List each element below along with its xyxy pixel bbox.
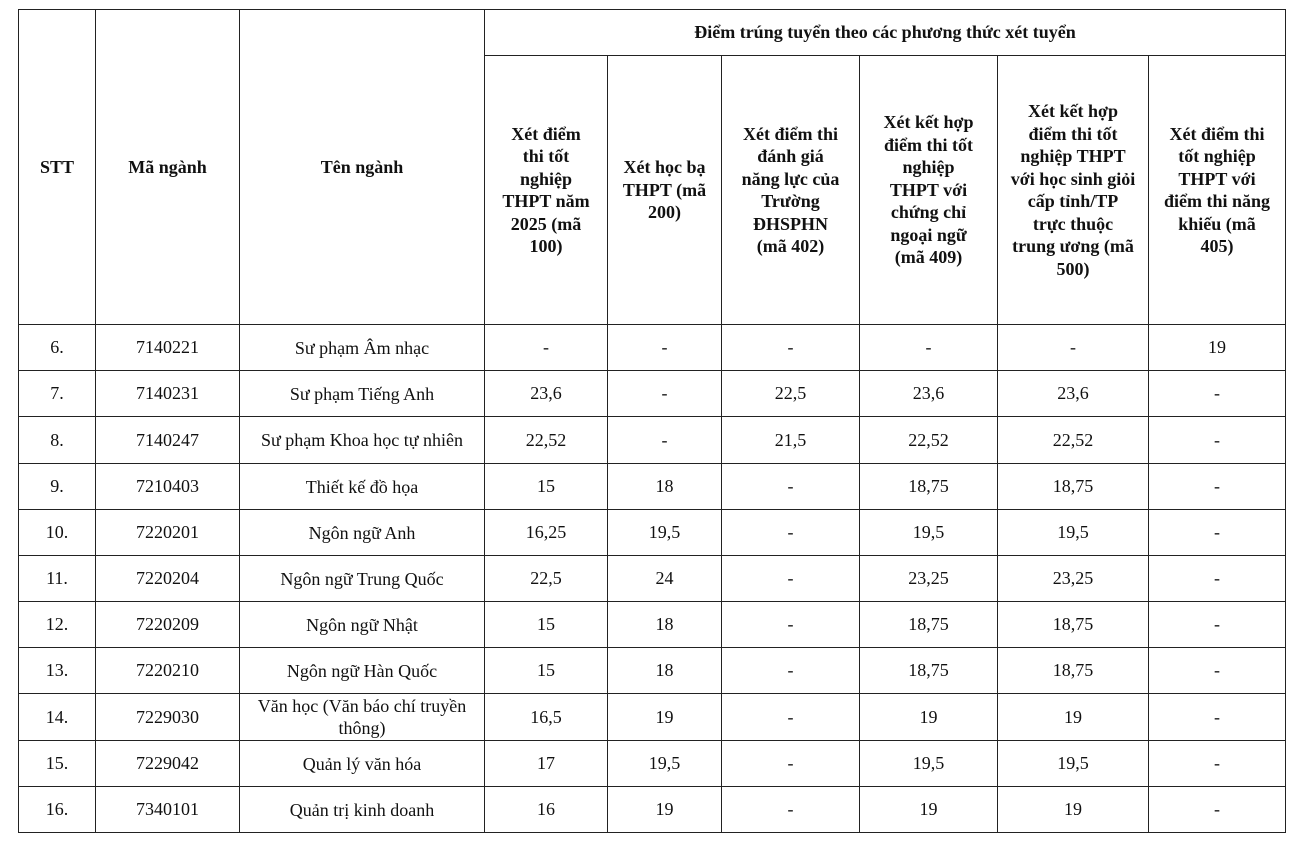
- score-method-200: 19: [608, 787, 722, 833]
- score-method-402: -: [722, 556, 860, 602]
- score-method-402: 21,5: [722, 417, 860, 464]
- header-ten-nganh: Tên ngành: [240, 10, 485, 325]
- row-name: Quản trị kinh doanh: [240, 787, 485, 833]
- score-method-409: 19,5: [860, 741, 998, 787]
- header-method-402: Xét điểm thi đánh giá năng lực của Trường ĐHSPHN (mã 402): [722, 56, 860, 325]
- row-code: 7140247: [96, 417, 240, 464]
- score-method-402: -: [722, 787, 860, 833]
- row-stt: 11.: [19, 556, 96, 602]
- row-name: Văn học (Văn báo chí truyền thông): [240, 694, 485, 741]
- score-method-409: 19: [860, 787, 998, 833]
- table-row: [19, 464, 1286, 510]
- table-row: [19, 741, 1286, 787]
- row-code: 7340101: [96, 787, 240, 833]
- score-method-405: -: [1149, 556, 1286, 602]
- table-row: [19, 694, 1286, 741]
- score-method-200: -: [608, 371, 722, 417]
- score-method-100: 16,25: [485, 510, 608, 556]
- score-method-200: 18: [608, 602, 722, 648]
- score-method-200: 24: [608, 556, 722, 602]
- score-method-405: -: [1149, 602, 1286, 648]
- header-method-405: Xét điểm thi tốt nghiệp THPT với điểm thi năng khiếu (mã 405): [1149, 56, 1286, 325]
- row-stt: 8.: [19, 417, 96, 464]
- row-stt: 7.: [19, 371, 96, 417]
- score-method-100: 23,6: [485, 371, 608, 417]
- score-method-100: 15: [485, 464, 608, 510]
- row-code: 7220210: [96, 648, 240, 694]
- row-code: 7220201: [96, 510, 240, 556]
- score-method-500: -: [998, 325, 1149, 371]
- header-method-409: Xét kết hợp điểm thi tốt nghiệp THPT với chứng chỉ ngoại ngữ (mã 409): [860, 56, 998, 325]
- row-name: Ngôn ngữ Trung Quốc: [240, 556, 485, 602]
- row-stt: 6.: [19, 325, 96, 371]
- score-method-402: -: [722, 741, 860, 787]
- score-method-500: 18,75: [998, 648, 1149, 694]
- row-stt: 14.: [19, 694, 96, 741]
- row-stt: 13.: [19, 648, 96, 694]
- table-row: [19, 602, 1286, 648]
- score-method-500: 18,75: [998, 464, 1149, 510]
- score-method-409: 23,25: [860, 556, 998, 602]
- score-method-500: 23,6: [998, 371, 1149, 417]
- table-row: [19, 510, 1286, 556]
- row-name: Sư phạm Tiếng Anh: [240, 371, 485, 417]
- header-method-500: Xét kết hợp điểm thi tốt nghiệp THPT với học sinh giỏi cấp tỉnh/TP trực thuộc trung ương (mã 500): [998, 56, 1149, 325]
- score-method-402: -: [722, 602, 860, 648]
- score-method-100: 16: [485, 787, 608, 833]
- score-method-200: -: [608, 325, 722, 371]
- row-stt: 9.: [19, 464, 96, 510]
- header-method-100: Xét điểm thi tốt nghiệp THPT năm 2025 (mã 100): [485, 56, 608, 325]
- score-method-409: 18,75: [860, 602, 998, 648]
- header-ma-nganh: Mã ngành: [96, 10, 240, 325]
- row-name: Ngôn ngữ Hàn Quốc: [240, 648, 485, 694]
- score-method-100: 15: [485, 602, 608, 648]
- score-method-500: 18,75: [998, 602, 1149, 648]
- header-method-200: Xét học bạ THPT (mã 200): [608, 56, 722, 325]
- score-method-405: 19: [1149, 325, 1286, 371]
- score-method-409: 23,6: [860, 371, 998, 417]
- score-method-500: 23,25: [998, 556, 1149, 602]
- score-method-200: -: [608, 417, 722, 464]
- row-name: Sư phạm Âm nhạc: [240, 325, 485, 371]
- score-method-405: -: [1149, 648, 1286, 694]
- score-method-405: -: [1149, 694, 1286, 741]
- table-row: [19, 648, 1286, 694]
- row-code: 7220209: [96, 602, 240, 648]
- table-row: [19, 556, 1286, 602]
- admission-scores-table: [18, 9, 1286, 833]
- row-code: 7229030: [96, 694, 240, 741]
- score-method-200: 19,5: [608, 741, 722, 787]
- table-row: [19, 787, 1286, 833]
- score-method-100: 22,5: [485, 556, 608, 602]
- row-name: Thiết kế đồ họa: [240, 464, 485, 510]
- score-method-409: 18,75: [860, 648, 998, 694]
- row-code: 7220204: [96, 556, 240, 602]
- row-stt: 16.: [19, 787, 96, 833]
- score-method-405: -: [1149, 787, 1286, 833]
- row-code: 7229042: [96, 741, 240, 787]
- score-method-405: -: [1149, 510, 1286, 556]
- score-method-405: -: [1149, 741, 1286, 787]
- row-name: Sư phạm Khoa học tự nhiên: [240, 417, 485, 464]
- row-code: 7210403: [96, 464, 240, 510]
- score-method-409: 19,5: [860, 510, 998, 556]
- score-method-500: 19,5: [998, 510, 1149, 556]
- score-method-402: -: [722, 325, 860, 371]
- score-method-402: -: [722, 648, 860, 694]
- header-admission-methods-group: Điểm trúng tuyển theo các phương thức xét tuyển: [485, 10, 1286, 56]
- score-method-500: 22,52: [998, 417, 1149, 464]
- score-method-409: -: [860, 325, 998, 371]
- score-method-100: 22,52: [485, 417, 608, 464]
- score-method-405: -: [1149, 464, 1286, 510]
- score-method-500: 19: [998, 694, 1149, 741]
- score-method-409: 18,75: [860, 464, 998, 510]
- score-method-100: -: [485, 325, 608, 371]
- score-method-500: 19,5: [998, 741, 1149, 787]
- score-method-200: 18: [608, 648, 722, 694]
- score-method-409: 22,52: [860, 417, 998, 464]
- score-method-402: 22,5: [722, 371, 860, 417]
- score-method-200: 19,5: [608, 510, 722, 556]
- score-method-200: 18: [608, 464, 722, 510]
- score-method-500: 19: [998, 787, 1149, 833]
- score-method-402: -: [722, 464, 860, 510]
- score-method-100: 17: [485, 741, 608, 787]
- score-method-405: -: [1149, 417, 1286, 464]
- row-stt: 15.: [19, 741, 96, 787]
- row-code: 7140231: [96, 371, 240, 417]
- score-method-200: 19: [608, 694, 722, 741]
- table-row: [19, 417, 1286, 464]
- score-method-402: -: [722, 694, 860, 741]
- row-name: Ngôn ngữ Nhật: [240, 602, 485, 648]
- table-row: [19, 371, 1286, 417]
- score-method-100: 15: [485, 648, 608, 694]
- score-method-405: -: [1149, 371, 1286, 417]
- row-code: 7140221: [96, 325, 240, 371]
- score-method-409: 19: [860, 694, 998, 741]
- score-method-402: -: [722, 510, 860, 556]
- score-method-100: 16,5: [485, 694, 608, 741]
- row-name: Quản lý văn hóa: [240, 741, 485, 787]
- row-stt: 10.: [19, 510, 96, 556]
- row-name: Ngôn ngữ Anh: [240, 510, 485, 556]
- header-stt: STT: [19, 10, 96, 325]
- row-stt: 12.: [19, 602, 96, 648]
- table-row: [19, 325, 1286, 371]
